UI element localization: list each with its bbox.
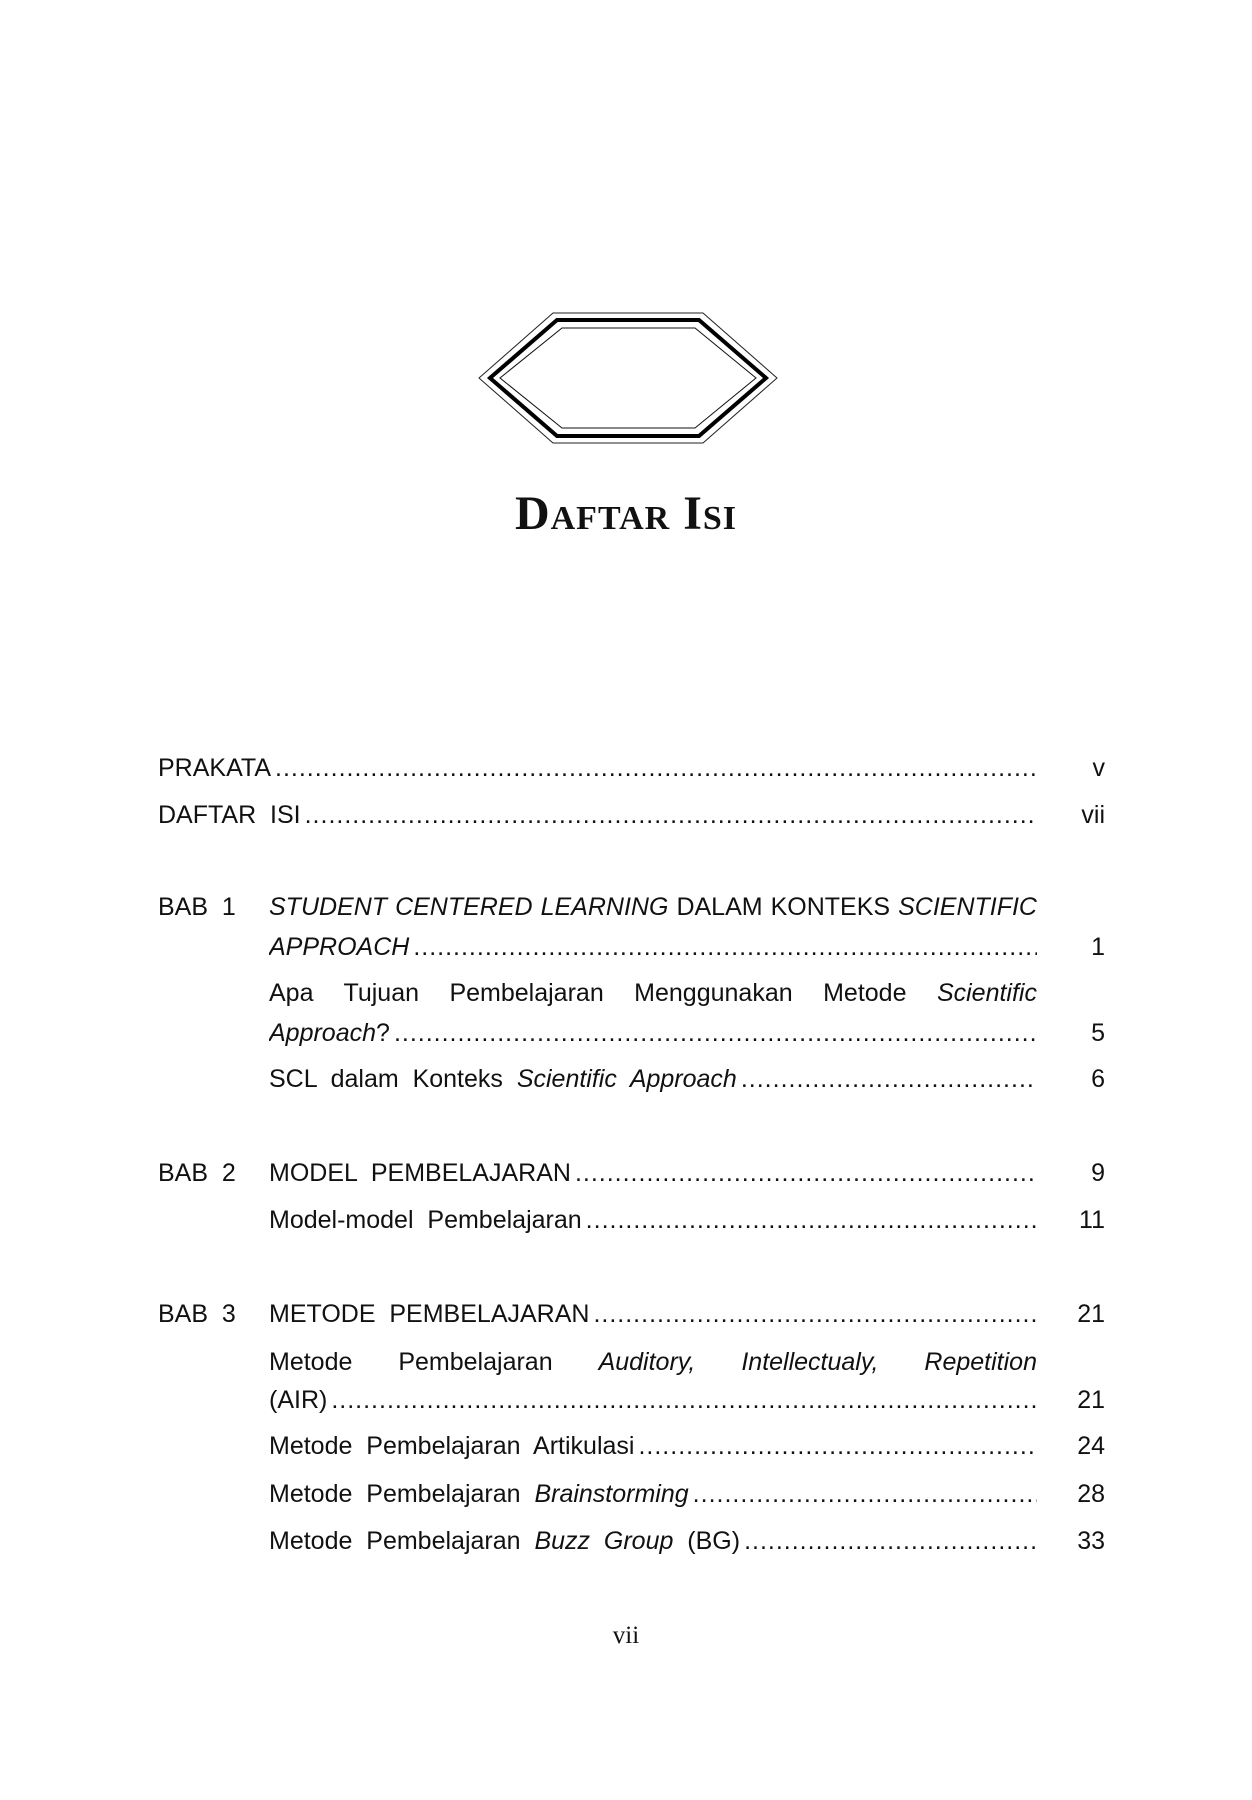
- toc-page-number: 33: [1077, 1527, 1105, 1555]
- dot-leader: [413, 929, 1037, 965]
- toc-line[interactable]: [158, 1296, 1105, 1332]
- title-segment: Metode Pembelajaran: [269, 1527, 535, 1555]
- toc-page-number: 1: [1091, 933, 1105, 961]
- toc-line[interactable]: [158, 1476, 1105, 1512]
- dot-leader: [638, 1428, 1037, 1464]
- title-segment: (BG): [673, 1527, 741, 1555]
- title-segment: Metode Pembelajaran Artikulasi: [269, 1432, 635, 1460]
- toc-line[interactable]: [158, 1155, 1105, 1191]
- toc-entry-title: [158, 750, 1037, 786]
- dot-leader: [331, 1382, 1037, 1418]
- toc-page-number: 21: [1077, 1386, 1105, 1414]
- title-segment: SCIENTIFIC: [898, 893, 1037, 921]
- toc-entry-title: [269, 1476, 1037, 1512]
- dot-leader: [693, 1476, 1037, 1512]
- title-segment: Scientific: [936, 979, 1037, 1007]
- dot-leader: [586, 1202, 1037, 1238]
- toc-entry-title: [269, 1428, 1037, 1464]
- chapter-label: BAB 1: [158, 893, 236, 921]
- toc-page-number: 5: [1091, 1019, 1105, 1047]
- title-segment: Brainstorming: [534, 1480, 689, 1508]
- dot-leader: [394, 1015, 1037, 1051]
- dot-leader: [275, 750, 1037, 786]
- toc-entry-title: [158, 797, 1037, 833]
- toc-page-number: 6: [1091, 1065, 1105, 1093]
- toc-page-number: 24: [1077, 1432, 1105, 1460]
- title-segment: ?: [376, 1019, 390, 1047]
- title-segment: Apa Tujuan Pembelajaran Menggunakan Metode: [269, 979, 937, 1007]
- toc-entry-title: [269, 929, 1037, 965]
- title-segment: Metode Pembelajaran: [269, 1348, 599, 1376]
- chapter-label: BAB 3: [158, 1300, 236, 1328]
- toc-entry-title: [269, 889, 1037, 925]
- toc-entry-title: [269, 1344, 1037, 1380]
- toc-line[interactable]: [158, 1202, 1105, 1238]
- dot-leader: [593, 1296, 1037, 1332]
- toc-page-number: v: [1092, 754, 1105, 782]
- page-title: Daftar Isi: [514, 487, 738, 540]
- title-segment: Scientific Approach: [516, 1065, 737, 1093]
- title-segment: METODE PEMBELAJARAN: [269, 1300, 590, 1328]
- toc-entry-title: [269, 1382, 1037, 1418]
- title-segment: PRAKATA: [158, 754, 271, 782]
- toc-line[interactable]: [158, 1428, 1105, 1464]
- toc-page-number: 9: [1091, 1159, 1105, 1187]
- toc-line[interactable]: [158, 1382, 1105, 1418]
- hexagon-ornament-icon: [470, 305, 784, 451]
- toc-page-number: 21: [1077, 1300, 1105, 1328]
- toc-entry-title: [269, 1523, 1037, 1559]
- toc-entry-title: [269, 1296, 1037, 1332]
- toc-line[interactable]: [158, 975, 1105, 1011]
- title-segment: APPROACH: [269, 933, 410, 961]
- title-segment: (AIR): [269, 1386, 328, 1414]
- title-segment: Buzz Group: [534, 1527, 674, 1555]
- toc-line[interactable]: [158, 1015, 1105, 1051]
- toc-line[interactable]: [158, 750, 1105, 786]
- title-segment: STUDENT CENTERED LEARNING: [269, 893, 669, 921]
- title-segment: MODEL PEMBELAJARAN: [269, 1159, 571, 1187]
- toc-entry-title: [269, 975, 1037, 1011]
- dot-leader: [575, 1155, 1037, 1191]
- toc-entry-title: [269, 1061, 1037, 1097]
- toc-line[interactable]: [158, 797, 1105, 833]
- title-segment: Approach: [269, 1019, 377, 1047]
- toc-line[interactable]: [158, 1523, 1105, 1559]
- toc-entry-title: [269, 1015, 1037, 1051]
- dot-leader: [741, 1061, 1037, 1097]
- toc-entry-title: [269, 1155, 1037, 1191]
- title-segment: Auditory, Intellectualy, Repetition: [598, 1348, 1037, 1376]
- toc-line[interactable]: [158, 929, 1105, 965]
- dot-leader: [305, 797, 1037, 833]
- page-number: vii: [612, 1622, 640, 1649]
- toc-entry-title: [269, 1202, 1037, 1238]
- toc-page-number: 28: [1077, 1480, 1105, 1508]
- title-segment: Metode Pembelajaran: [269, 1480, 535, 1508]
- chapter-label: BAB 2: [158, 1159, 236, 1187]
- toc-page-number: 11: [1079, 1206, 1105, 1234]
- title-segment: SCL dalam Konteks: [269, 1065, 517, 1093]
- toc-page-number: vii: [1081, 801, 1105, 829]
- dot-leader: [744, 1523, 1037, 1559]
- title-segment: DAFTAR ISI: [158, 801, 301, 829]
- toc-line[interactable]: [158, 889, 1105, 925]
- title-segment: DALAM KONTEKS: [668, 893, 899, 921]
- toc-line[interactable]: [158, 1344, 1105, 1380]
- title-segment: Model-model Pembelajaran: [269, 1206, 582, 1234]
- toc-line[interactable]: [158, 1061, 1105, 1097]
